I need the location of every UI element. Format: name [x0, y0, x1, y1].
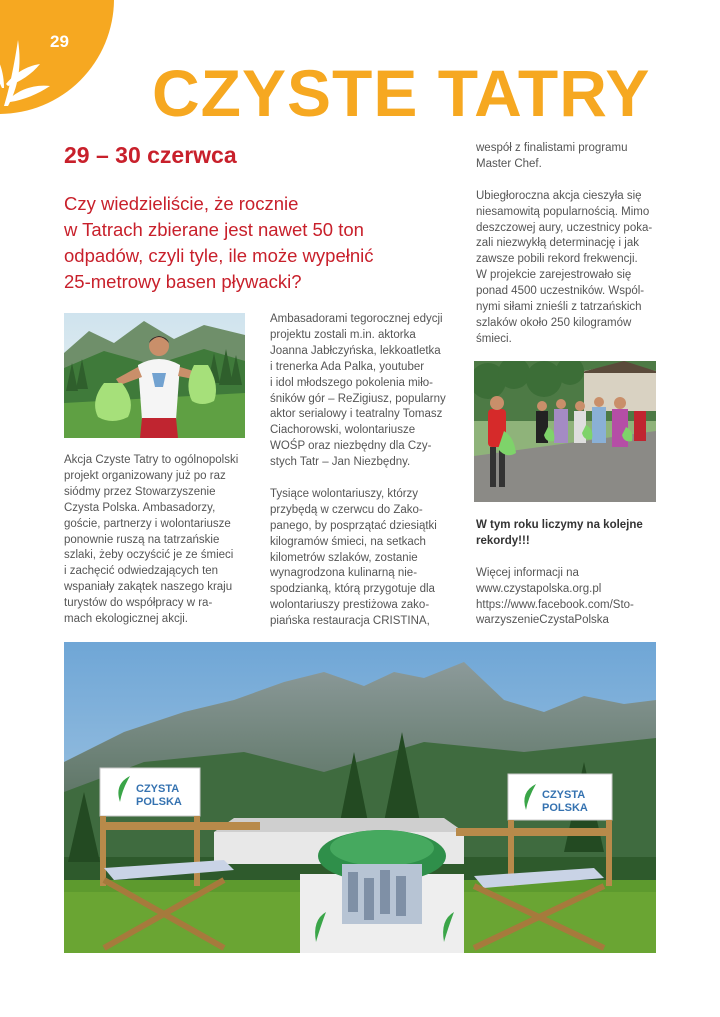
facebook-link-continued[interactable]: warzyszenieCzystaPolska [476, 614, 609, 627]
text-line: szlaków około 250 kilogramów [476, 316, 632, 329]
page-title: CZYSTE TATRY [152, 56, 651, 130]
text-line: turystów do współpracy w ra- [64, 597, 213, 610]
text-line: piańska restauracja CRISTINA, [270, 615, 430, 628]
text-line: kilogramów śmieci, na setkach [270, 535, 426, 548]
text-line: ponownie ruszą na tatrzańskie [64, 533, 220, 546]
text-line: kilometrów szlaków, zostanie [270, 551, 418, 564]
text-line: panego, by posprzątać dziesiątki [270, 519, 437, 532]
text-line: Ciachorowski, wolontariusze [270, 424, 416, 437]
text-line: śników gór – ReZigiusz, popularny [270, 392, 446, 405]
text-line: zali niezwykłą determinację i jak [476, 237, 639, 250]
column-3-text-bottom [476, 518, 643, 629]
wheat-leaf-icon [0, 30, 60, 110]
text-line: mach ekologicznej akcji. [64, 613, 189, 626]
text-line: aktor serialowy i teatralny Tomasz [270, 408, 443, 421]
lead-paragraph [64, 191, 464, 295]
lead-line: odpadów, czyli tyle, ile może wypełnić [64, 245, 374, 266]
facebook-link[interactable]: https://www.facebook.com/Sto- [476, 598, 634, 611]
paragraph-gap [476, 173, 652, 189]
text-line: Tysiące wolontariuszy, którzy [270, 487, 419, 500]
text-line: wespół z finalistami programu [476, 142, 628, 154]
text-line: projektu zostali m.in. aktorka [270, 328, 416, 341]
lead-line: Czy wiedzieliście, że rocznie [64, 193, 299, 214]
event-date: 29 – 30 czerwca [64, 142, 237, 168]
text-line: wolontariuszy prestiżowa zako- [270, 599, 430, 612]
text-line: siódmy przez Stowarzyszenie [64, 485, 216, 498]
text-line: Więcej informacji na [476, 566, 579, 579]
text-line: przybędą w czerwcu do Zako- [270, 503, 423, 516]
text-line: i idol młodszego pokolenia miło- [270, 376, 433, 389]
chair-logo-text: POLSKA [136, 796, 182, 808]
text-line: ponad 4500 uczestników. Wspól- [476, 285, 645, 298]
chair-logo-text: CZYSTA [136, 783, 180, 795]
lead-line: 25-metrowy basen pływacki? [64, 271, 302, 292]
page-number: 29 [50, 32, 69, 51]
text-line: i trenerka Ada Palka, youtuber [270, 360, 425, 373]
photo-volunteer-group [474, 361, 656, 502]
text-line: Ambasadorami tegorocznej edycji [270, 313, 443, 325]
text-line: projekt organizowany już po raz [64, 469, 226, 482]
text-line: deszczowej aury, uczestnicy poka- [476, 221, 653, 234]
text-line: WOŚP oraz niezbędny dla Czy- [270, 440, 432, 453]
photo-mountain-chairs [64, 642, 656, 953]
text-line: Akcja Czyste Tatry to ogólnopolski [64, 454, 239, 466]
page-corner-badge [0, 0, 114, 114]
lead-line: w Tatrach zbierane jest nawet 50 ton [64, 219, 364, 240]
text-line: niesamowitą popularnością. Mimo [476, 205, 650, 218]
text-line: Ubiegłoroczna akcja cieszyła się [476, 189, 642, 202]
text-line: spodzianką, którą przygotuje dla [270, 583, 435, 596]
text-line: zawsze pobili rekord frekwencji. [476, 253, 638, 266]
column-3-text-top [476, 141, 652, 348]
text-line: śmieci. [476, 332, 512, 345]
text-line: goście, partnerzy i wolontariusze [64, 517, 231, 530]
column-2-text [270, 312, 446, 630]
bold-line: W tym roku liczymy na kolejne [476, 519, 643, 531]
paragraph-gap [270, 471, 446, 487]
chair-logo-text: CZYSTA [542, 789, 586, 801]
website-link[interactable]: www.czystapolska.org.pl [476, 582, 602, 595]
column-1-text [64, 453, 238, 628]
photo-volunteer-with-bags [64, 313, 245, 438]
text-line: W projekcie zarejestrowało się [476, 269, 632, 282]
text-line: i zachęcić odwiedzających ten [64, 565, 219, 578]
bold-line: rekordy!!! [476, 534, 530, 547]
text-line: Joanna Jabłczyńska, lekkoatletka [270, 344, 441, 357]
paragraph-gap [476, 550, 643, 566]
text-line: Czysta Polska. Ambasadorzy, [64, 501, 216, 514]
text-line: nymi siłami znieśli z tatrzańskich [476, 301, 642, 314]
text-line: stych Tatr – Jan Niezbędny. [270, 456, 411, 469]
text-line: wynagrodzona kulinarną nie- [270, 567, 418, 580]
text-line: szlaki, żeby oczyścić je ze śmieci [64, 549, 234, 562]
text-line: wspaniały zakątek naszego kraju [64, 581, 233, 594]
text-line: Master Chef. [476, 157, 542, 170]
chair-logo-text: POLSKA [542, 802, 588, 814]
